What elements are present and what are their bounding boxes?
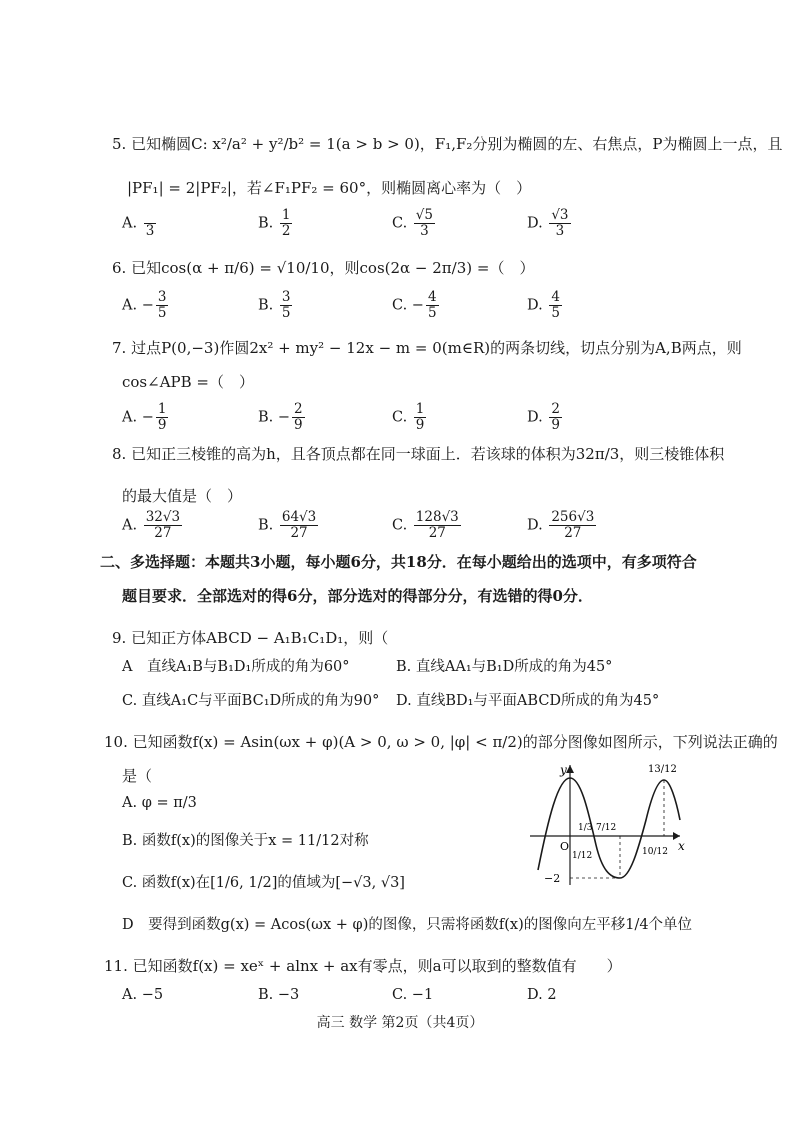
y-axis-arrow — [566, 765, 574, 773]
q8-option-d[interactable]: D. $\frac{256√3}{27}$ — [527, 509, 595, 541]
x-axis-label: x — [678, 839, 685, 853]
q6-option-c[interactable]: C. − $\frac{4}{5}$ — [392, 289, 437, 321]
question-9-stem: 9. 已知正方体ABCD − A₁B₁C₁D₁，则（ — [112, 629, 389, 647]
question-7-line2: cos∠APB =（ ） — [122, 373, 254, 391]
q7-option-a[interactable]: A. − $\frac{1}{9}$ — [122, 401, 167, 433]
q7-option-d[interactable]: D. $\frac{2}{9}$ — [527, 401, 560, 433]
q11-option-c[interactable]: C. −1 — [392, 987, 434, 1003]
q9-option-c[interactable]: C. 直线A₁C与平面BC₁D所成的角为90° — [122, 693, 380, 709]
question-6-stem: 6. 已知cos(α + π/6) = √10/10，则cos(2α − 2π/3) =（ ） — [112, 259, 535, 277]
question-5-line2: |PF₁| = 2|PF₂|，若∠F₁PF₂ = 60°，则椭圆离心率为（ ） — [127, 179, 532, 197]
ellipse-equation: C: x²/a² + y²/b² = 1(a > b > 0)， — [191, 135, 435, 153]
question-10-stem: 10. 已知函数f(x) = Asin(ωx + φ)(A > 0, ω > 0, |φ| < π/2)的部分图像如图所示，下列说法正确的 — [104, 733, 778, 751]
q9-option-a[interactable]: A 直线A₁B与B₁D₁所成的角为60° — [122, 659, 350, 675]
question-8-stem: 8. 已知正三棱锥的高为h，且各顶点都在同一球面上．若该球的体积为32π/3，则三棱锥体积 — [112, 445, 725, 463]
q8-option-b[interactable]: B. $\frac{64√3}{27}$ — [258, 509, 317, 541]
q5-option-c[interactable]: C. $\frac{√5}{3}$ — [392, 207, 433, 239]
question-number: 8. — [112, 445, 127, 463]
section-2-header-line1: 二、多选择题：本题共3小题，每小题6分，共18分．在每小题给出的选项中，有多项符合 — [100, 553, 697, 571]
question-10-line2: 是（ — [122, 767, 153, 785]
question-number: 7. — [112, 339, 127, 357]
q6-option-a[interactable]: A. − $\frac{3}{5}$ — [122, 289, 167, 321]
q8-option-a[interactable]: A. $\frac{32√3}{27}$ — [122, 509, 181, 541]
question-number: 6. — [112, 259, 127, 277]
q5-option-a[interactable]: A. 3 — [122, 208, 158, 239]
min-value-label: −2 — [544, 872, 561, 885]
q10-option-d[interactable]: D 要得到函数g(x) = Acos(ωx + φ)的图像，只需将函数f(x)的图像向左平移1/4个单位 — [122, 917, 693, 933]
peak-label: 13/12 — [648, 764, 677, 775]
q7-option-b[interactable]: B. − $\frac{2}{9}$ — [258, 401, 303, 433]
q5-option-b[interactable]: B. $\frac{1}{2}$ — [258, 207, 291, 239]
q8-option-c[interactable]: C. $\frac{128√3}{27}$ — [392, 509, 459, 541]
tick-1-12: 1/12 — [572, 851, 593, 861]
q10-option-a[interactable]: A. φ = π/3 — [122, 795, 197, 811]
question-11-stem: 11. 已知函数f(x) = xeˣ + alnx + ax有零点，则a可以取到的整数值有 ） — [104, 957, 622, 975]
question-number: 5. — [112, 135, 127, 153]
q6-option-b[interactable]: B. $\frac{3}{5}$ — [258, 289, 291, 321]
question-7-stem: 7. 过点P(0,−3)作圆2x² + my² − 12x − m = 0(m∈R)的两条切线，切点分别为A,B两点，则 — [112, 339, 742, 357]
q6-option-d[interactable]: D. $\frac{4}{5}$ — [527, 289, 560, 321]
section-2-header-line2: 题目要求．全部选对的得6分，部分选对的得部分分，有选错的得0分． — [122, 587, 593, 605]
q9-option-d[interactable]: D. 直线BD₁与平面ABCD所成的角为45° — [396, 693, 660, 709]
q10-function-graph — [530, 760, 690, 890]
q10-option-b[interactable]: B. 函数f(x)的图像关于x = 11/12对称 — [122, 833, 369, 849]
question-5-stem: 5. 已知椭圆C: x²/a² + y²/b² = 1(a > b > 0)，F₁,F₂分别为椭圆的左、右焦点，P为椭圆上一点，且 — [112, 135, 783, 153]
question-number: 10. — [104, 733, 128, 751]
question-8-line2: 的最大值是（ ） — [122, 487, 243, 505]
q11-option-a[interactable]: A. −5 — [122, 987, 164, 1003]
tick-7-12: 7/12 — [596, 823, 617, 833]
question-number: 9. — [112, 629, 127, 647]
tick-10-12: 10/12 — [642, 847, 668, 857]
q11-option-b[interactable]: B. −3 — [258, 987, 300, 1003]
page-footer: 高三 数学 第2页（共4页） — [316, 1015, 484, 1031]
q9-option-b[interactable]: B. 直线AA₁与B₁D所成的角为45° — [396, 659, 613, 675]
q11-option-d[interactable]: D. 2 — [527, 987, 557, 1003]
q10-option-c[interactable]: C. 函数f(x)在[1/6, 1/2]的值域为[−√3, √3] — [122, 875, 405, 891]
question-number: 11. — [104, 957, 128, 975]
tick-1-3: 1/3 — [578, 823, 593, 833]
origin-label: O — [560, 840, 570, 853]
q7-option-c[interactable]: C. $\frac{1}{9}$ — [392, 401, 425, 433]
q5-option-d[interactable]: D. $\frac{√3}{3}$ — [527, 207, 569, 239]
y-axis-label: y — [560, 763, 567, 777]
